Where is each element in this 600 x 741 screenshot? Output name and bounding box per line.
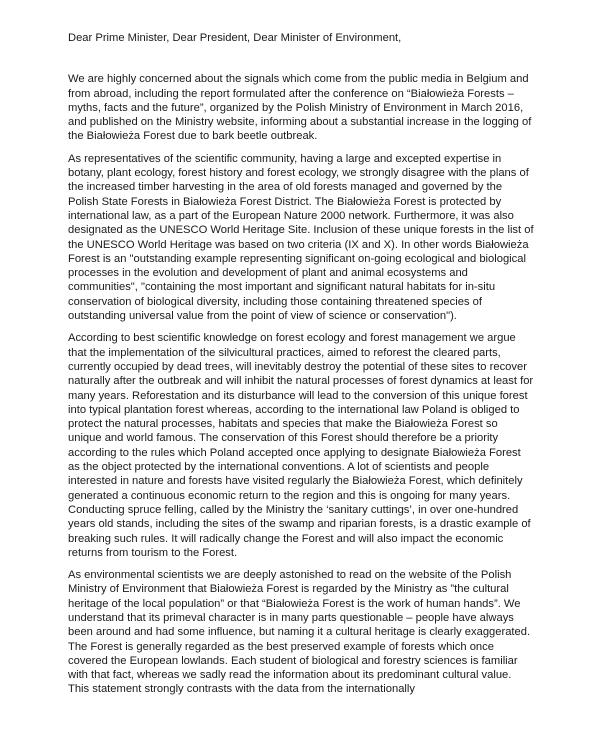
paragraph-forest-ecology: According to best scientific knowledge on forest ecology and forest management we argue that the implementation of the silvicultural practices, aimed to reforest the cleared parts, currently occupied by dead trees, will inevitably destroy the potential of these sites to recover naturally after the outbreak and will inhibit the natural processes of forest dynamics at least for many years. Reforestation and its disturbance will lead to the conversion of this unique forest into typical plantation forest whereas, according to the international law Poland is obliged to protect the natural processes, habitats and species that make the Białowieża Forest so unique and world famous. The conservation of this Forest should therefore be a priority according to the rules which Poland accepted once applying to designate Białowieża Forest as the object protected by the international conventions. A lot of scientists and people interested in nature and forests have visited regularly the Białowieża Forest, which definitely generated a continuous economic return to the region and this is ongoing for many years. Conducting spruce felling, called by the Ministry the ‘sanitary cuttings’, in over one-hundred years old stands, including the sites of the swamp and riparian forests, is a drastic example of breaking such rules. It will radically change the Forest and will also impact the economic returns from tourism to the Forest. xyxy=(68,332,534,559)
salutation: Dear Prime Minister, Dear President, Dear Minister of Environment, xyxy=(68,32,402,44)
paragraph-scientific-community: As representatives of the scientific community, having a large and excepted expertise in botany, plant ecology, forest history and forest ecology, we strongly disagree with the plans of the increased timber harvesting in the area of old forests managed and governed by the Polish State Forests in Białowieża Forest District. The Białowieża Forest is protected by international law, as a part of the European Nature 2000 network. Furthermore, it was also designated as the UNESCO World Heritage Site. Inclusion of these unique forests in the list of the UNESCO World Heritage was based on two criteria (IX and X). In other words Białowieża Forest is an "outstanding example representing significant on-going ecological and biological processes in the evolution and development of plant and animal ecosystems and communities", "containing the most important and significant natural habitats for in-situ conservation of biological diversity, including those containing threatened species of outstanding universal value from the point of view of science or conservation"). xyxy=(68,152,534,323)
paragraph-concern: We are highly concerned about the signals which come from the public media in Belgium and from abroad, including the report formulated after the conference on “Białowieża Forests – myths, facts and the future”, organized by the Polish Ministry of Environment in March 2016, and published on the Ministry website, informing about a substantial increase in the logging of the Białowieża Forest due to bark beetle outbreak. xyxy=(68,73,532,143)
paragraph-cultural-heritage: As environmental scientists we are deeply astonished to read on the website of the Polish Ministry of Environment that Białowieża Forest is regarded by the Ministry as ”the cultural heritage of the local population” or that “Białowieża Forest is the work of human hands”. We understand that its primeval character is in many parts questionable – people have always been around and had some influence, but naming it a cultural heritage is clearly exaggerated. The Forest is generally regarded as the best preserved example of forests which once covered the European lowlands. Each student of biological and forestry sciences is familiar with that fact, whereas we sadly read the information about its predominant cultural value. This statement strongly contrasts with the data from the internationally xyxy=(68,569,531,696)
